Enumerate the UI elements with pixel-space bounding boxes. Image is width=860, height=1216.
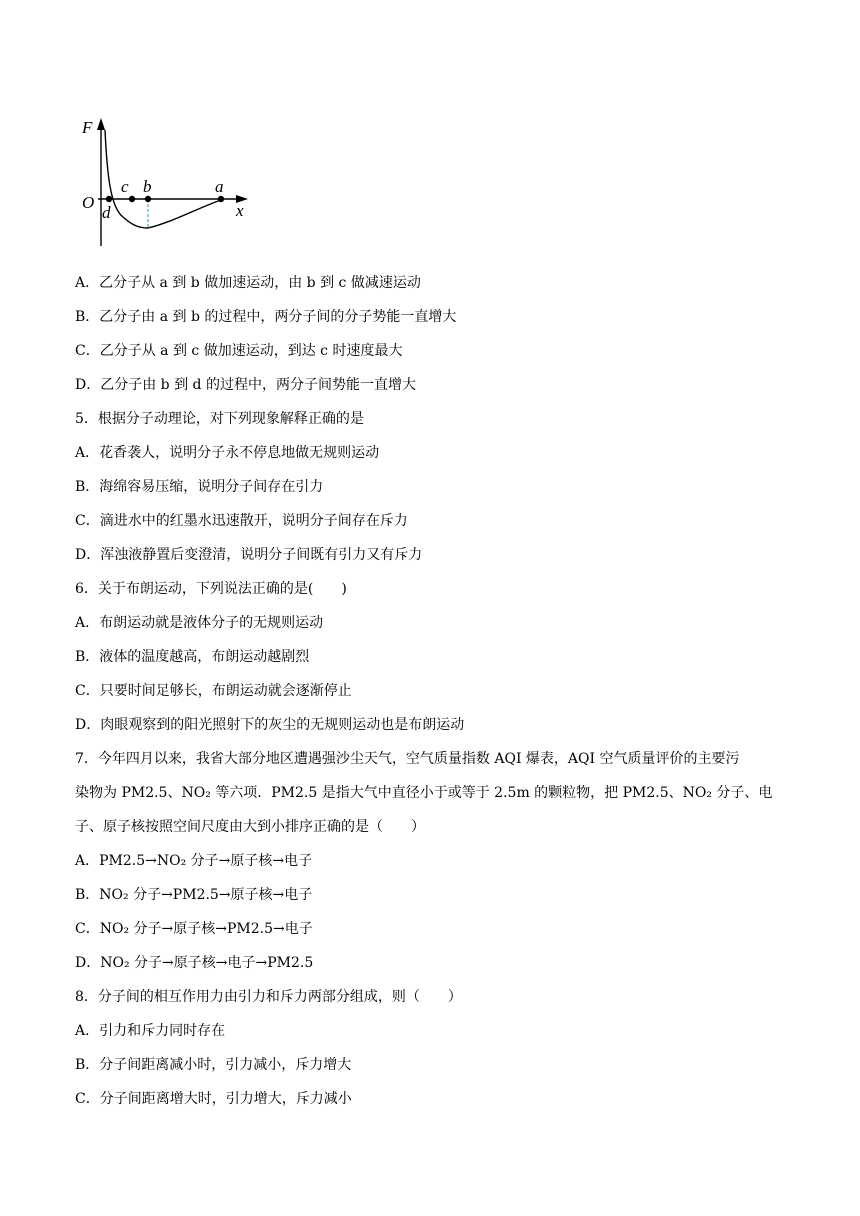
force-distance-graph xyxy=(78,112,258,252)
q7-option-c: C．NO₂ 分子→原子核→PM2.5→电子 xyxy=(75,921,313,937)
point-label-c: c xyxy=(121,177,129,196)
q7-option-b: B．NO₂ 分子→PM2.5→原子核→电子 xyxy=(75,887,313,903)
q6-option-b: B．液体的温度越高，布朗运动越剧烈 xyxy=(75,649,310,665)
y-axis-label: F xyxy=(82,118,93,137)
q8-option-a: A．引力和斥力同时存在 xyxy=(75,1023,226,1039)
q4-option-d: D．乙分子由 b 到 d 的过程中，两分子间势能一直增大 xyxy=(75,377,416,393)
q8-option-c: C．分子间距离增大时，引力增大，斥力减小 xyxy=(75,1091,352,1107)
origin-label: O xyxy=(82,193,95,212)
q8-stem: 8．分子间的相互作用力由引力和斥力两部分组成，则（ ） xyxy=(75,989,462,1005)
point-label-d: d xyxy=(102,203,111,222)
point-label-b: b xyxy=(143,177,152,196)
q5-stem: 5．根据分子动理论，对下列现象解释正确的是 xyxy=(75,411,364,427)
question-text xyxy=(75,266,795,1116)
q7-option-d: D．NO₂ 分子→原子核→电子→PM2.5 xyxy=(75,955,314,971)
y-axis-arrow xyxy=(97,118,105,130)
q5-option-a: A．花香袭人，说明分子永不停息地做无规则运动 xyxy=(75,445,380,461)
x-axis-label: x xyxy=(236,201,244,220)
q7-option-a: A．PM2.5→NO₂ 分子→原子核→电子 xyxy=(75,853,313,869)
q6-option-d: D．肉眼观察到的阳光照射下的灰尘的无规则运动也是布朗运动 xyxy=(75,717,465,733)
q8-option-b: B．分子间距离减小时，引力减小，斥力增大 xyxy=(75,1057,352,1073)
q4-option-b: B．乙分子由 a 到 b 的过程中，两分子间的分子势能一直增大 xyxy=(75,309,457,325)
q6-stem: 6．关于布朗运动，下列说法正确的是( ) xyxy=(75,581,347,597)
q5-option-d: D．浑浊液静置后变澄清，说明分子间既有引力又有斥力 xyxy=(75,547,423,563)
q7-stem-line-2: 染物为 PM2.5、NO₂ 等六项．PM2.5 是指大气中直径小于或等于 2.5m 的颗粒物，把 PM2.5、NO₂ 分子、电 xyxy=(75,785,773,801)
point-c xyxy=(129,196,135,202)
point-b xyxy=(145,196,151,202)
q4-option-c: C．乙分子从 a 到 c 做加速运动，到达 c 时速度最大 xyxy=(75,343,403,359)
q7-stem-line-1: 7．今年四月以来，我省大部分地区遭遇强沙尘天气，空气质量指数 AQI 爆表，AQI 空气质量评价的主要污 xyxy=(75,751,740,767)
point-d xyxy=(106,196,112,202)
q6-option-c: C．只要时间足够长，布朗运动就会逐渐停止 xyxy=(75,683,352,699)
point-a xyxy=(218,196,224,202)
q6-option-a: A．布朗运动就是液体分子的无规则运动 xyxy=(75,615,324,631)
q4-option-a: A．乙分子从 a 到 b 做加速运动，由 b 到 c 做减速运动 xyxy=(75,275,421,291)
q7-block xyxy=(75,742,795,844)
q5-option-b: B．海绵容易压缩，说明分子间存在引力 xyxy=(75,479,324,495)
q5-option-c: C．滴进水中的红墨水迅速散开，说明分子间存在斥力 xyxy=(75,513,408,529)
q7-stem-line-3: 子、原子核按照空间尺度由大到小排序正确的是（ ） xyxy=(75,819,425,835)
point-label-a: a xyxy=(215,177,224,196)
